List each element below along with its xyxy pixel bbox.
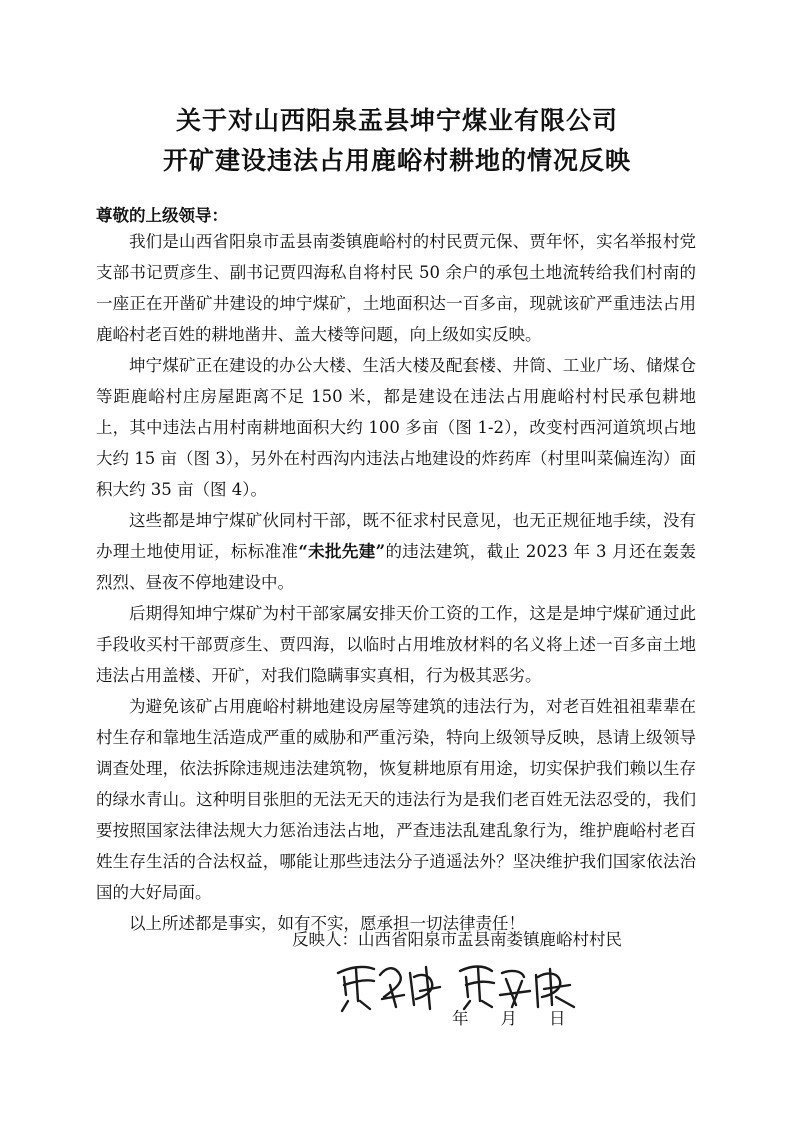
- title-line-1: 关于对山西阳泉盂县坤宁煤业有限公司: [175, 106, 618, 135]
- paragraph-3-post: 的违法建筑，截止 2023 年 3 月还在轰轰烈烈、昼夜不停地建设中。: [96, 542, 697, 592]
- reporter-line: 反映人：山西省阳泉市盂县南娄镇鹿峪村村民: [292, 930, 622, 949]
- paragraph-3: [96, 505, 696, 598]
- date-line: [452, 1005, 566, 1029]
- salutation: 尊敬的上级领导：: [96, 206, 228, 225]
- paragraph-3-emphasis: “未批先建”: [298, 542, 386, 561]
- title-line-2: 开矿建设违法占用鹿峪村耕地的情况反映: [162, 146, 631, 175]
- date-day: 日: [549, 1009, 566, 1028]
- paragraph-2: 坤宁煤矿正在建设的办公大楼、生活大楼及配套楼、井筒、工业广场、储煤仓等距鹿峪村庄房屋距离不足 150 米，都是建设在违法占用鹿峪村村民承包耕地上，其中违法占用村南耕地面积大约 100 多亩（图 1-2），改变村西河道筑坝占地大约 15 亩（图 3），另外在村西沟内违法占地建设的炸药库（村里叫菜偏连沟）面积大约 35 亩（图 4）。: [96, 356, 696, 499]
- paragraph-1: 我们是山西省阳泉市盂县南娄镇鹿峪村的村民贾元保、贾年怀，实名举报村党支部书记贾彦生、副书记贾四海私自将村民 50 余户的承包土地流转给我们村南的一座正在开凿矿井建设的坤宁煤矿，土地面积达一百多亩，现就该矿严重违法占用鹿峪村老百姓的耕地凿井、盖大楼等问题，向上级如实反映。: [96, 232, 696, 344]
- letter-body: [96, 226, 696, 939]
- paragraph-3-pre: 这些都是坤宁煤矿伙同村干部，既不征求村民意见，也无正规征地手续，没有办理土地使用证，标标准准: [96, 511, 696, 561]
- date-year: 年: [452, 1009, 469, 1028]
- paragraph-6: 以上所述都是事实，如有不实，愿承担一切法律责任！: [129, 914, 525, 933]
- paragraph-4: 后期得知坤宁煤矿为村干部家属安排天价工资的工作，这是是坤宁煤矿通过此手段收买村干部贾彦生、贾四海，以临时占用堆放材料的名义将上述一百多亩土地违法占用盖楼、开矿，对我们隐瞒事实真相，行为极其恶劣。: [96, 604, 696, 685]
- date-month: 月: [500, 1009, 517, 1028]
- paragraph-5: 为避免该矿占用鹿峪村耕地建设房屋等建筑的违法行为，对老百姓祖祖辈辈在村生存和靠地生活造成严重的威胁和严重污染，特向上级领导反映，恳请上级领导调查处理，依法拆除违规违法建筑物，恢复耕地原有用途，切实保护我们赖以生存的绿水青山。这种明目张胆的无法无天的违法行为是我们老百姓无法忍受的，我们要按照国家法律法规大力惩治违法占地，严查违法乱建乱象行为，维护鹿峪村老百姓生存生活的合法权益，哪能让那些违法分子逍遥法外？坚决维护我们国家依法治国的大好局面。: [96, 697, 696, 902]
